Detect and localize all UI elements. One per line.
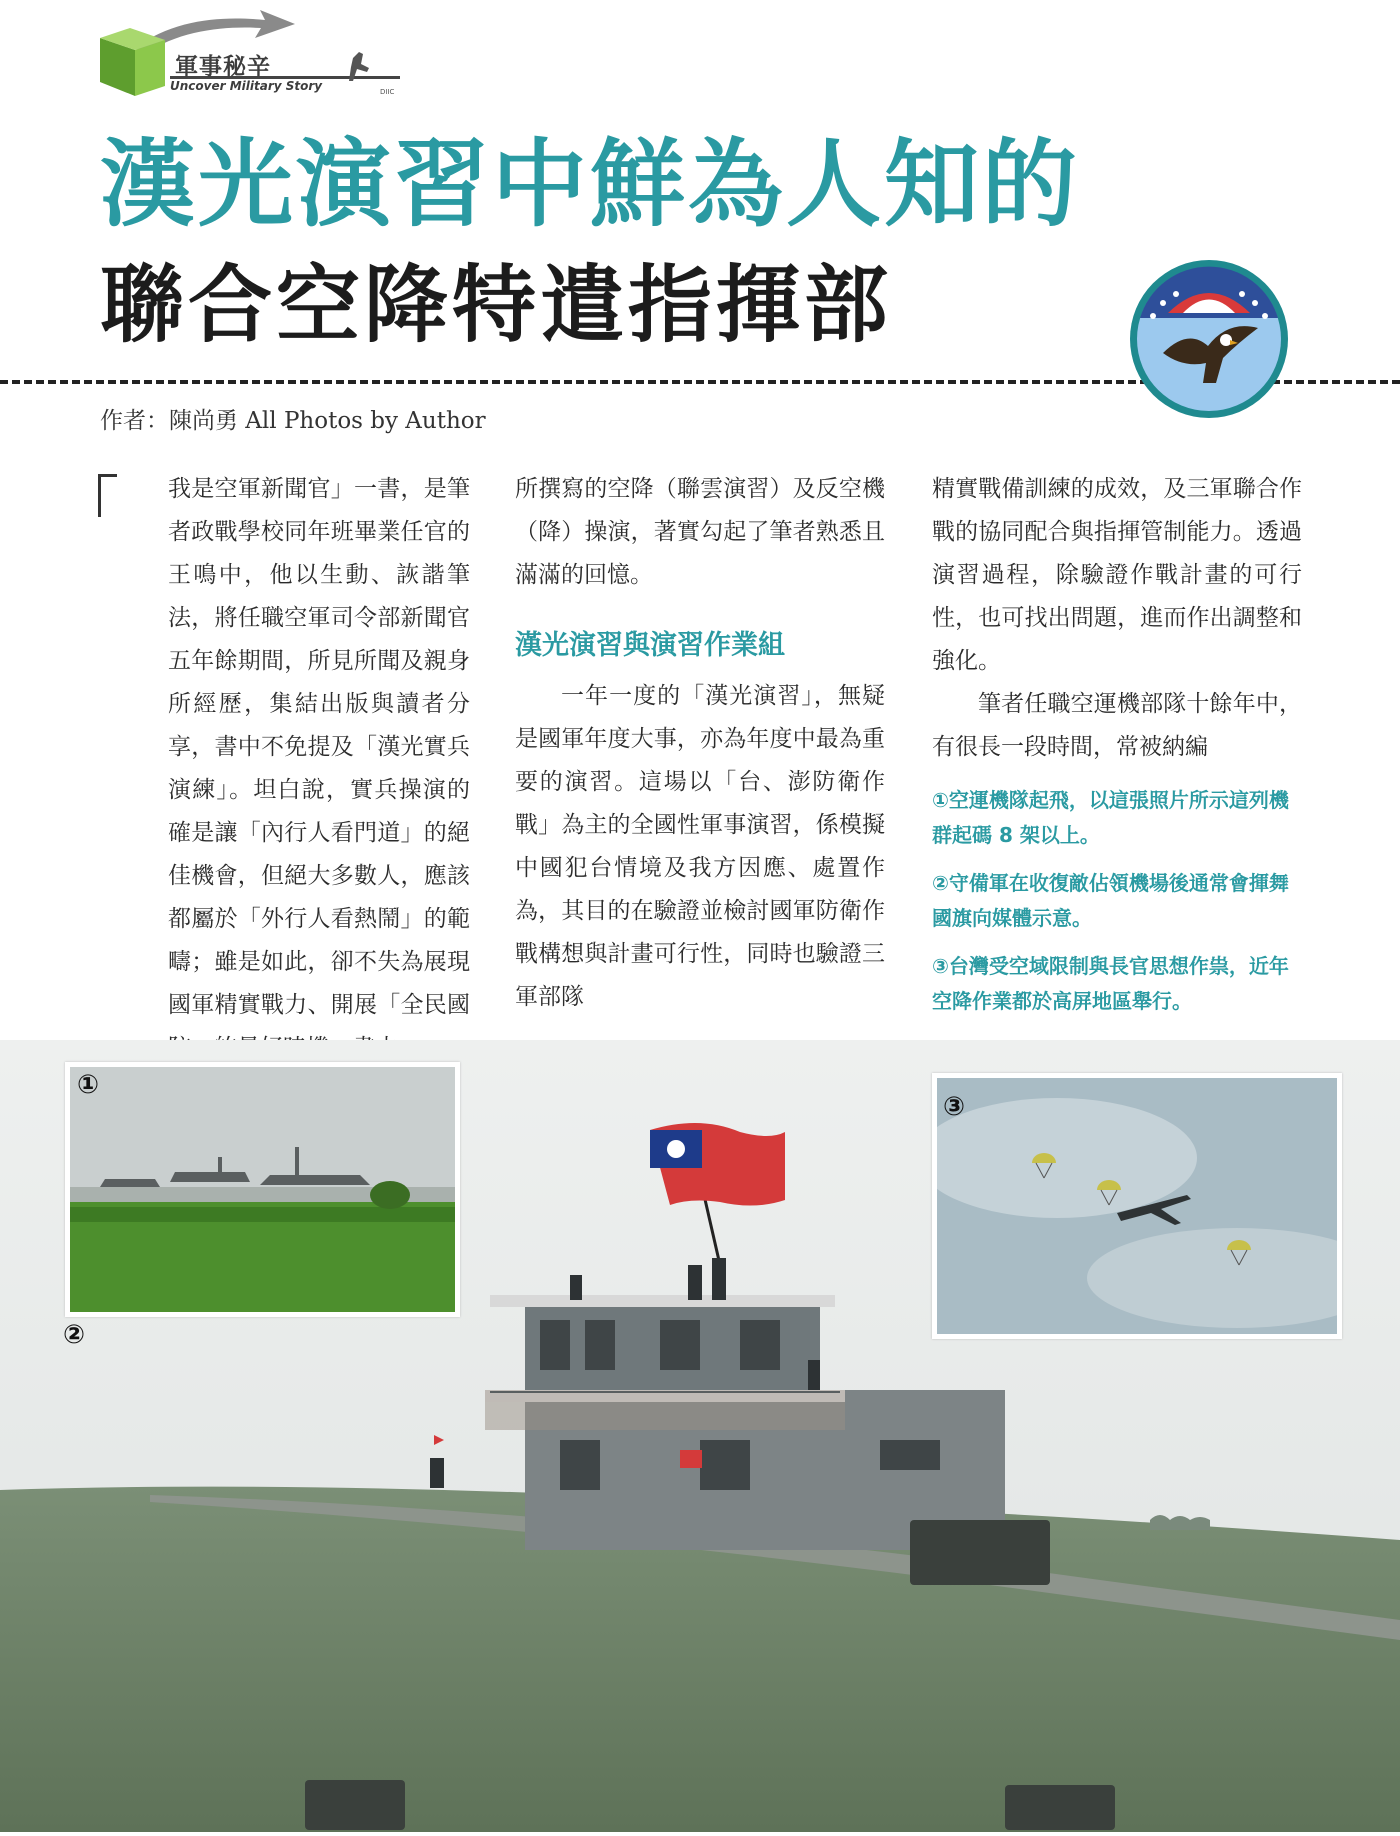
- article-paragraph: 我是空軍新聞官」一書，是筆者政戰學校同年班畢業任官的王鳴中，他以生動、詼諧筆法，將任職空軍司令部新聞官五年餘期間，所見所聞及親身所經歷，集結出版與讀者分享，書中不免提及「漢光實兵演練」。坦白說，實兵操演的確是讓「內行人看門道」的絕佳機會，但絕大多數人，應該都屬於「外行人看熱鬧」的範疇；雖是如此，卻不失為展現國軍精實戰力、開展「全民國: [168, 476, 470, 1018]
- caption-2: ②守備軍在收復敵佔領機場後通常會揮舞國旗向媒體示意。: [932, 871, 1289, 930]
- page-title: 漢光演習中鮮為人知的: [100, 130, 1081, 240]
- photo-number-3: ③: [943, 1092, 966, 1122]
- column-logo: [95, 8, 415, 100]
- byline: 作者：陳尚勇 All Photos by Author: [100, 408, 486, 434]
- column-tag: DIIC: [380, 88, 395, 96]
- article-column-3: [932, 468, 1302, 1032]
- eagle-emblem-icon: [1128, 258, 1290, 420]
- page-subtitle: 聯合空降特遣指揮部: [100, 256, 893, 354]
- article-paragraph: 精實戰備訓練的成效，及三軍聯合作戰的協同配合與指揮管制能力。透過演習過程，除驗證作戰計畫的可行性，也可找出問題，進而作出調整和強化。: [932, 476, 1302, 674]
- photo-number-1: ①: [77, 1070, 100, 1100]
- article-paragraph: 筆者任職空運機部隊十餘年中，有很長一段時間，常被納編: [932, 691, 1302, 760]
- photo-number-2: ②: [63, 1320, 86, 1350]
- open-quote-icon: [98, 474, 117, 517]
- article-column-2: [515, 468, 885, 1019]
- article-paragraph: 所撰寫的空降（聯雲演習）及反空機（降）操演，著實勾起了筆者熟悉且滿滿的回憶。: [515, 476, 885, 588]
- column-name-en: Uncover Military Story: [170, 79, 323, 93]
- photo-captions: [932, 783, 1302, 1019]
- article-column-1: [100, 468, 470, 1070]
- caption-3: ③台灣受空域限制與長官思想作祟，近年空降作業都於高屏地區舉行。: [932, 954, 1289, 1013]
- inset-photo-paratroopers: [932, 1073, 1342, 1339]
- column-name-cn: 軍事秘辛: [175, 54, 271, 80]
- caption-1: ①空運機隊起飛，以這張照片所示這列機群起碼 8 架以上。: [932, 788, 1289, 847]
- section-heading: 漢光演習與演習作業組: [515, 630, 785, 661]
- article-paragraph: 一年一度的「漢光演習」，無疑是國軍年度大事，亦為年度中最為重要的演習。這場以「台、澎防衛作戰」為主的全國性軍事演習，係模擬中國犯台情境及我方因應、處置作為，其目的在驗證並檢討國軍防衛作戰構想與計畫可行性，同時也驗證三軍部隊: [515, 683, 885, 1010]
- inset-photo-aircraft-row: [65, 1062, 460, 1317]
